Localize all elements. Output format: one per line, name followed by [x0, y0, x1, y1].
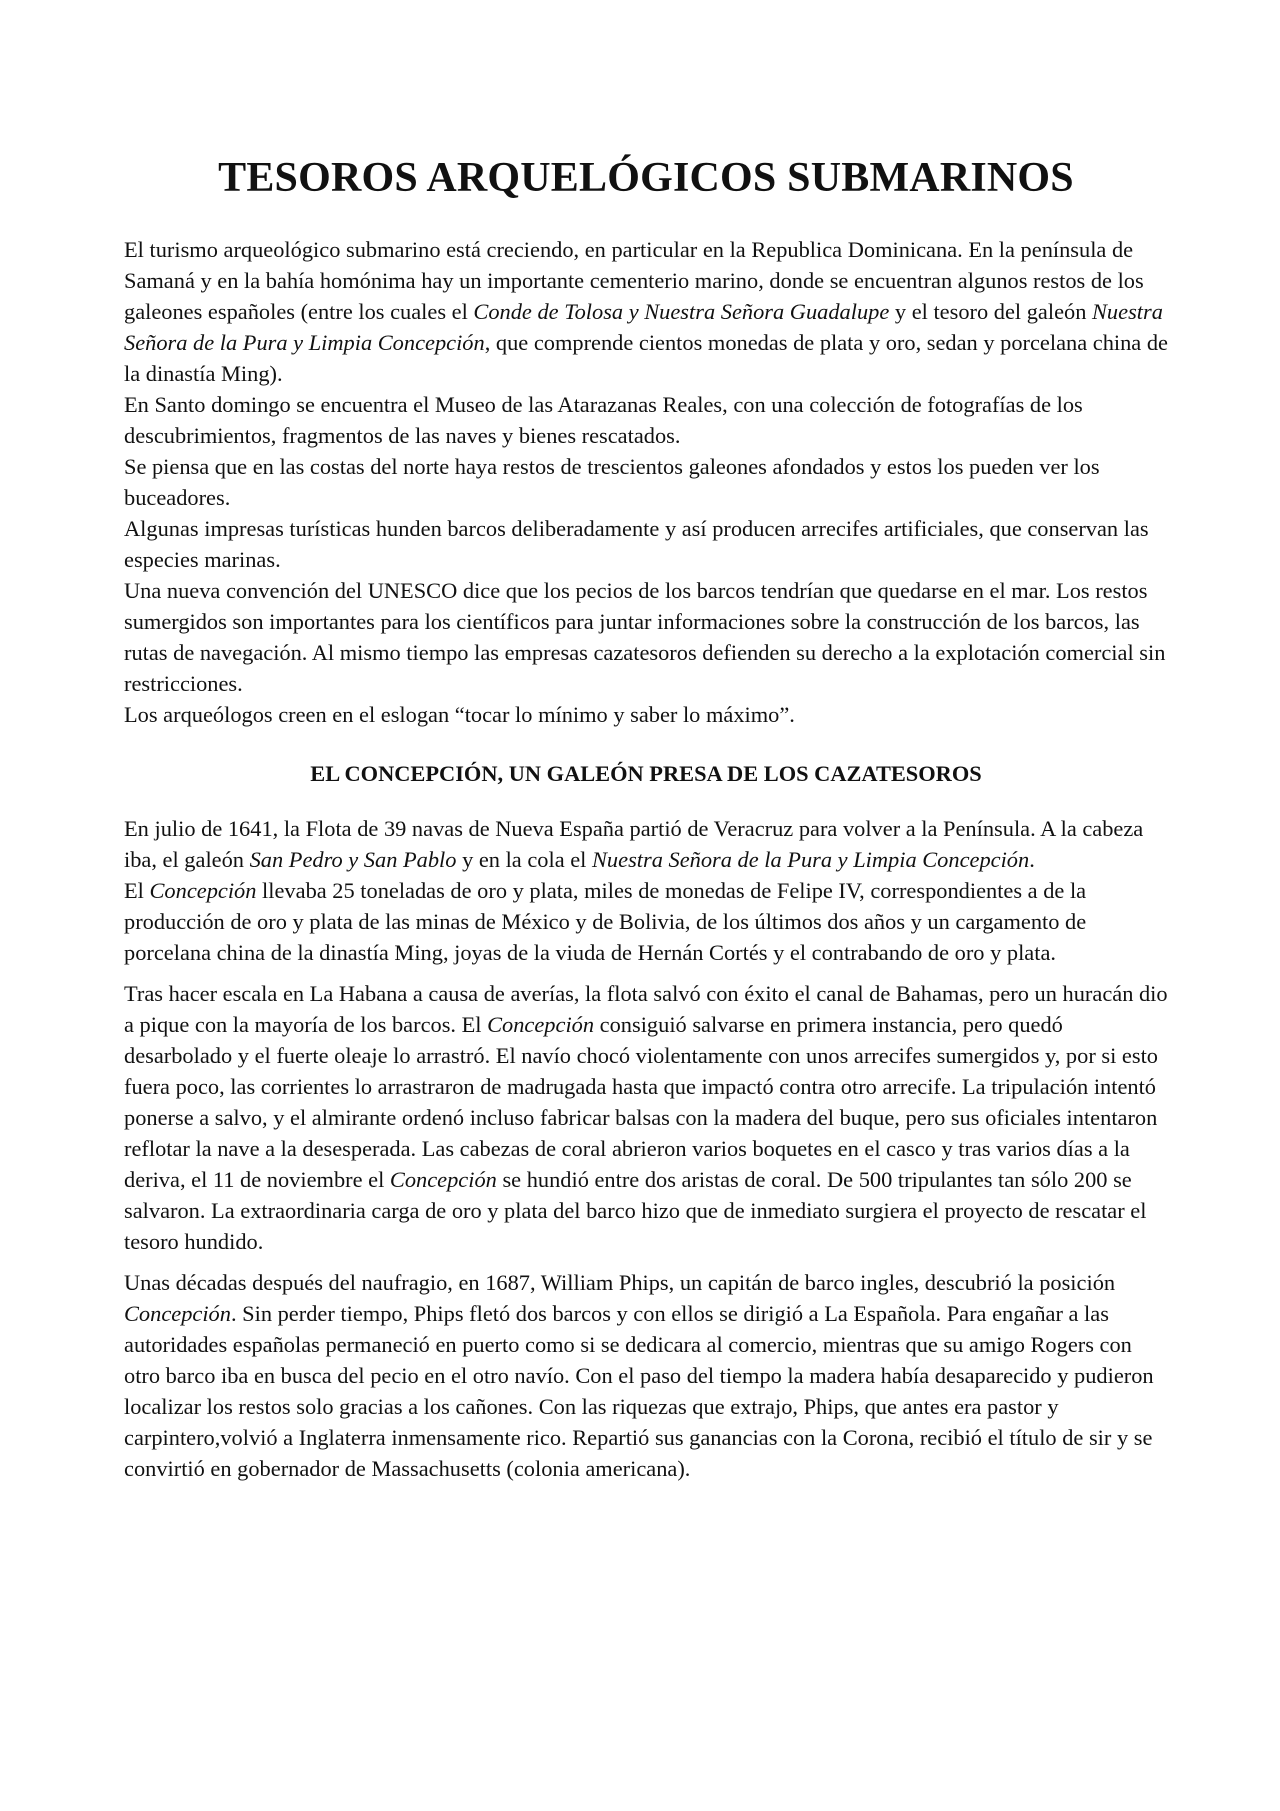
text-run: Los arqueólogos creen en el eslogan “tocar lo mínimo y saber lo máximo”.: [124, 702, 795, 727]
paragraph: [124, 451, 1168, 513]
text-run: Unas décadas después del naufragio, en 1687, William Phips, un capitán de barco ingles, descubrió la posición: [124, 1270, 1116, 1295]
paragraph: [124, 234, 1168, 389]
text-run: y el tesoro del galeón: [889, 299, 1092, 324]
intro-block: [124, 234, 1168, 730]
document-title: TESOROS ARQUELÓGICOS SUBMARINOS: [218, 155, 1074, 201]
paragraph-group: [124, 978, 1168, 1257]
text-run: .: [1029, 847, 1035, 872]
italic-text: Conde de Tolosa y Nuestra Señora Guadalupe: [473, 299, 890, 324]
paragraph: [124, 1267, 1168, 1484]
paragraph: [124, 875, 1168, 968]
section-heading: EL CONCEPCIÓN, UN GALEÓN PRESA DE LOS CAZATESOROS: [310, 761, 982, 786]
text-run: En julio de 1641, la Flota de 39 navas de Nueva España partió de Veracruz para volver a la Península. A la cabeza iba, el galeón: [124, 816, 1144, 872]
italic-text: Concepción: [124, 1301, 231, 1326]
text-run: . Sin perder tiempo, Phips fletó dos barcos y con ellos se dirigió a La Española. Para engañar a las autoridades españolas permaneció en puerto como si se dedicara al comercio, mientras que su amigo Rogers con otro barco iba en busca del pecio en el otro navío. Con el paso del tiempo la madera había desaparecido y pudieron localizar los restos solo gracias a los cañones. Con las riquezas que extrajo, Phips, que antes era pastor y carpintero,volvió a Inglaterra inmensamente rico. Repartió sus ganancias con la Corona, recibió el título de sir y se convirtió en gobernador de Massachusetts (colonia americana).: [124, 1301, 1154, 1481]
paragraph-group: [124, 813, 1168, 968]
document-body: [124, 150, 1168, 1484]
text-run: Tras hacer escala en La Habana a causa de averías, la flota salvó con éxito el canal de Bahamas, pero un huracán dio a pique con la mayoría de los barcos. El: [124, 981, 1168, 1037]
text-run: consiguió salvarse en primera instancia, pero quedó desarbolado y el fuerte oleaje lo arrastró. El navío chocó violentamente con unos arrecifes sumergidos y, por si esto fuera poco, las corrientes lo arrastraron de madrugada hasta que impactó contra otro arrecife. La tripulación intentó ponerse a salvo, y el almirante ordenó incluso fabricar balsas con la madera del buque, pero sus oficiales intentaron reflotar la nave a la desesperada. Las cabezas de coral abrieron varios boquetes en el casco y tras varios días a la deriva, el 11 de noviembre el: [124, 1012, 1158, 1192]
text-run: Se piensa que en las costas del norte haya restos de trescientos galeones afondados y estos los pueden ver los buceadores.: [124, 454, 1100, 510]
italic-text: Nuestra Señora de la Pura y Limpia Concepción: [124, 299, 1163, 355]
text-run: Algunas impresas turísticas hunden barcos deliberadamente y así producen arrecifes artificiales, que conservan las especies marinas.: [124, 516, 1149, 572]
paragraph: [124, 513, 1168, 575]
text-run: El: [124, 878, 150, 903]
italic-text: San Pedro y San Pablo: [249, 847, 457, 872]
text-run: El turismo arqueológico submarino está creciendo, en particular en la Republica Dominicana. En la península de Samaná y en la bahía homónima hay un importante cementerio marino, donde se encuentran algunos restos de los galeones españoles (entre los cuales el: [124, 237, 1144, 324]
paragraph: [124, 978, 1168, 1257]
text-run: , que comprende cientos monedas de plata y oro, sedan y porcelana china de la dinastía Ming).: [124, 330, 1168, 386]
text-run: llevaba 25 toneladas de oro y plata, miles de monedas de Felipe IV, correspondientes a de la producción de oro y plata de las minas de México y de Bolivia, de los últimos dos años y un cargamento de porcelana china de la dinastía Ming, joyas de la viuda de Hernán Cortés y el contrabando de oro y plata.: [124, 878, 1087, 965]
text-run: se hundió entre dos aristas de coral. De 500 tripulantes tan sólo 200 se salvaron. La extraordinaria carga de oro y plata del barco hizo que de inmediato surgiera el proyecto de rescatar el tesoro hundido.: [124, 1167, 1147, 1254]
text-run: En Santo domingo se encuentra el Museo de las Atarazanas Reales, con una colección de fotografías de los descubrimientos, fragmentos de las naves y bienes rescatados.: [124, 392, 1083, 448]
text-run: Una nueva convención del UNESCO dice que los pecios de los barcos tendrían que quedarse en el mar. Los restos sumergidos son importantes para los científicos para juntar informaciones sobre la construcción de los barcos, las rutas de navegación. Al mismo tiempo las empresas cazatesoros defienden su derecho a la explotación comercial sin restricciones.: [124, 578, 1166, 696]
italic-text: Nuestra Señora de la Pura y Limpia Concepción: [592, 847, 1030, 872]
paragraph: [124, 813, 1168, 875]
text-run: y en la cola el: [456, 847, 592, 872]
italic-text: Concepción: [389, 1167, 497, 1192]
paragraph: [124, 699, 1168, 730]
paragraph-group: [124, 1267, 1168, 1484]
paragraph: [124, 389, 1168, 451]
paragraph: [124, 575, 1168, 699]
italic-text: Concepción: [149, 878, 257, 903]
section-body: [124, 813, 1168, 1484]
italic-text: Concepción: [487, 1012, 595, 1037]
